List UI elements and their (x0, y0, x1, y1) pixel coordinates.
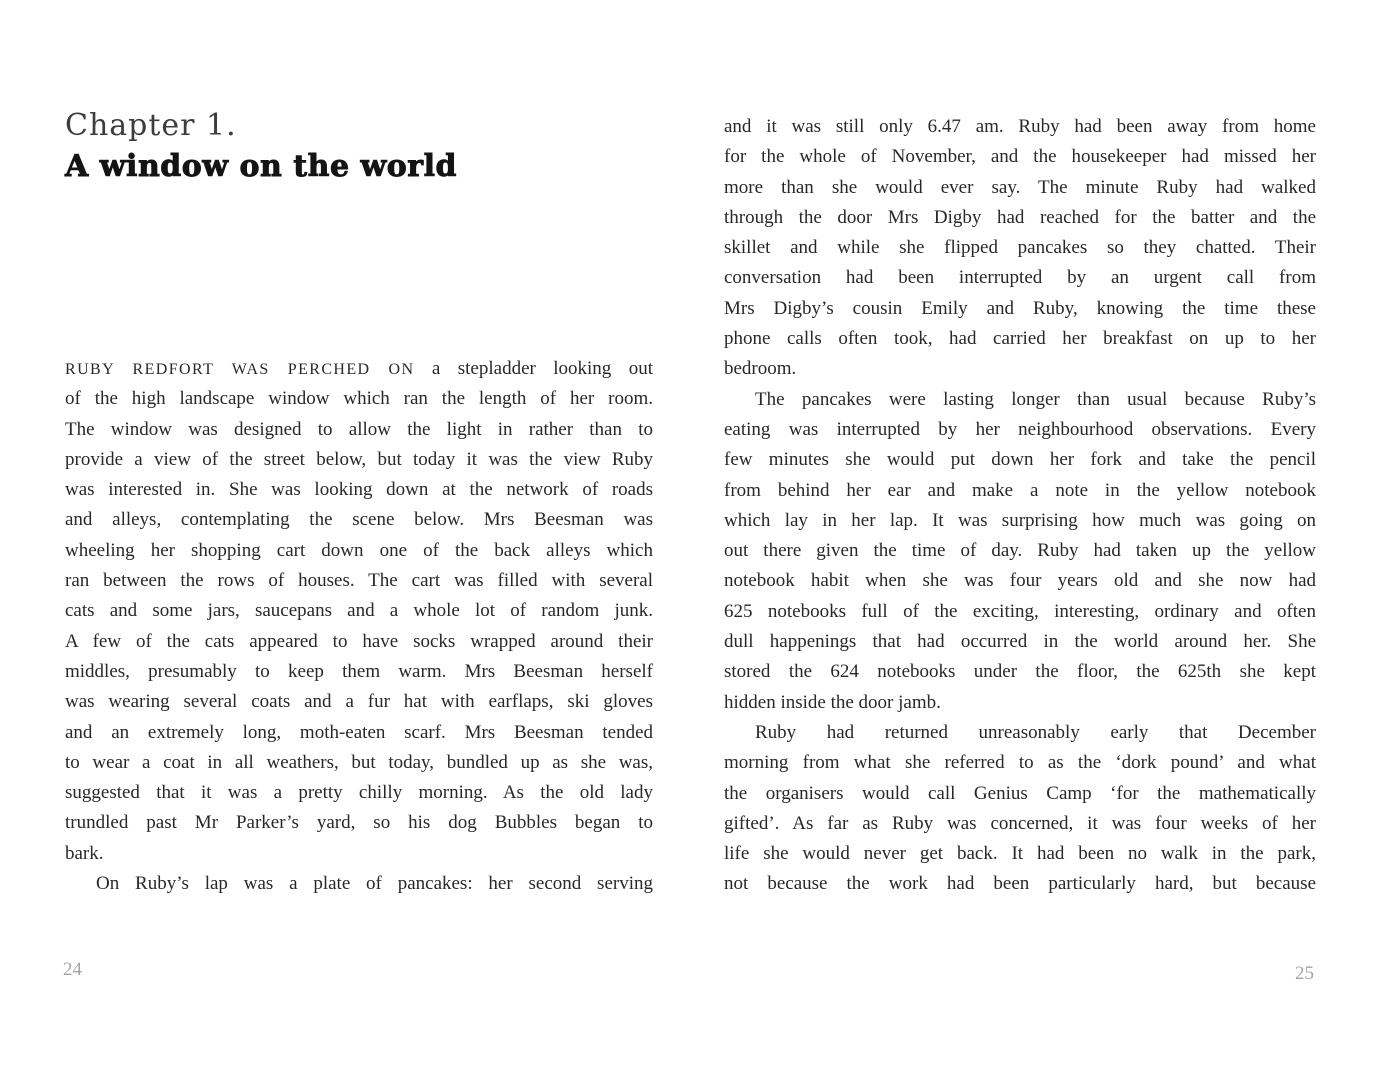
text-line: A few of the cats appeared to have socks wrapped around their (65, 630, 653, 652)
page-number-right: 25 (1295, 963, 1314, 984)
text-line: The window was designed to allow the light in rather than to (65, 418, 653, 440)
text-line: few minutes she would put down her fork and take the pencil (724, 449, 1316, 471)
text-line: conversation had been interrupted by an urgent call from (724, 267, 1316, 289)
text-line: and alleys, contemplating the scene below. Mrs Beesman was (65, 509, 653, 531)
text-line: On Ruby’s lap was a plate of pancakes: her second serving (96, 873, 653, 895)
text-line: ran between the rows of houses. The cart was filled with several (65, 570, 653, 592)
text-line: of the high landscape window which ran the length of her room. (65, 388, 653, 410)
left-page-body (65, 354, 653, 899)
text-line: wheeling her shopping cart down one of the back alleys which (65, 539, 653, 561)
chapter-heading (65, 106, 457, 185)
text-line: and it was still only 6.47 am. Ruby had been away from home (724, 116, 1316, 137)
text-line: The pancakes were lasting longer than usual because Ruby’s (755, 388, 1316, 410)
text-line: skillet and while she flipped pancakes so they chatted. Their (724, 237, 1316, 259)
text-line: Mrs Digby’s cousin Emily and Ruby, knowing the time these (724, 297, 1316, 319)
text-line: life she would never get back. It had been no walk in the park, (724, 843, 1316, 865)
text-line: which lay in her lap. It was surprising how much was going on (724, 509, 1316, 531)
text-line: bedroom. (724, 358, 797, 380)
page-number-left: 24 (63, 959, 82, 980)
text-line: phone calls often took, had carried her breakfast on up to her (724, 328, 1316, 350)
text-line: suggested that it was a pretty chilly morning. As the old lady (65, 782, 653, 804)
text-line: more than she would ever say. The minute Ruby had walked (724, 176, 1316, 198)
text-line: Ruby had returned unreasonably early that December (755, 721, 1316, 743)
text-line: from behind her ear and make a note in the yellow notebook (724, 479, 1316, 501)
text-line: stored the 624 notebooks under the floor, the 625th she kept (724, 661, 1316, 683)
text-line: was wearing several coats and a fur hat with earflaps, ski gloves (65, 691, 653, 713)
text-line: notebook habit when she was four years old and she now had (724, 570, 1316, 592)
text-line: and an extremely long, moth-eaten scarf. Mrs Beesman tended (65, 721, 653, 743)
text-line: hidden inside the door jamb. (724, 691, 941, 713)
chapter-title: A window on the world (65, 149, 457, 184)
lead-in-caps: RUBY REDFORT WAS PERCHED ON (65, 361, 415, 378)
text-line: dull happenings that had occurred in the world around her. She (724, 631, 1316, 653)
chapter-label: Chapter 1. (65, 108, 237, 143)
text-line: out there given the time of day. Ruby had taken up the yellow (724, 540, 1316, 562)
text-line: for the whole of November, and the housekeeper had missed her (724, 146, 1316, 168)
text-line: RUBY REDFORT WAS PERCHED ON a stepladder looking out (65, 358, 653, 379)
text-line: 625 notebooks full of the exciting, interesting, ordinary and often (724, 600, 1316, 622)
text-line: was interested in. She was looking down at the network of roads (65, 479, 653, 501)
text-line: the organisers would call Genius Camp ‘for the mathematically (724, 782, 1316, 804)
text-line: through the door Mrs Digby had reached for the batter and the (724, 206, 1316, 228)
text-line: morning from what she referred to as the ‘dork pound’ and what (724, 752, 1316, 774)
right-page-body (724, 112, 1316, 900)
text-line: provide a view of the street below, but today it was the view Ruby (65, 448, 653, 470)
text-line: to wear a coat in all weathers, but today, bundled up as she was, (65, 751, 653, 773)
text-line: cats and some jars, saucepans and a whole lot of random junk. (65, 600, 653, 622)
text-line: bark. (65, 842, 104, 864)
text-line: middles, presumably to keep them warm. Mrs Beesman herself (65, 660, 653, 682)
text-line: gifted’. As far as Ruby was concerned, it was four weeks of her (724, 812, 1316, 834)
text-line: eating was interrupted by her neighbourhood observations. Every (724, 418, 1316, 440)
text-line: not because the work had been particularly hard, but because (724, 873, 1316, 895)
text-line: trundled past Mr Parker’s yard, so his dog Bubbles began to (65, 812, 653, 834)
